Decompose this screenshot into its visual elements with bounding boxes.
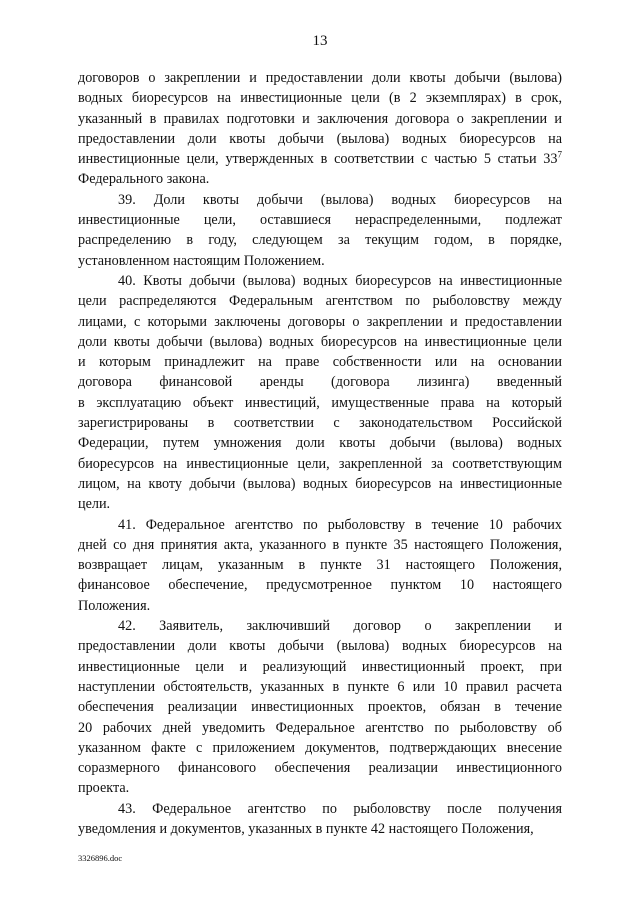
paragraph-line: биоресурсов на инвестиционные цели, закрепленной за соответствующим — [78, 455, 562, 472]
paragraph-line: зарегистрированы в соответствии с законодательством Российской — [78, 415, 562, 432]
paragraph-line: дней со дня принятия акта, указанного в пункте 35 настоящего Положения, — [78, 536, 562, 553]
paragraph-line: Положения. — [78, 597, 151, 614]
paragraph-line: проекта. — [78, 780, 130, 797]
paragraph-line: лицом, на квоту добычи (вылова) водных биоресурсов на инвестиционные — [78, 475, 562, 492]
paragraph-line: цели. — [78, 496, 111, 513]
paragraph — [78, 515, 562, 616]
paragraph-line: в эксплуатацию объект инвестиций, имущественные права на который — [78, 394, 562, 411]
paragraph — [78, 799, 562, 840]
paragraph-line: предоставлении доли квоты добычи (вылова) водных биоресурсов на — [78, 638, 562, 655]
paragraph — [78, 616, 562, 799]
paragraph-line: распределению в году, следующем за текущим годом, в порядке, — [78, 232, 562, 249]
paragraph-line: инвестиционные цели, утвержденных в соответствии с частью 5 статьи $33^7$ — [78, 149, 562, 168]
paragraph-line: доли квоты добычи (вылова) водных биоресурсов на инвестиционные цели — [78, 333, 562, 350]
paragraph — [78, 68, 562, 190]
paragraph-line: указанном факте с приложением документов, подтверждающих внесение — [78, 739, 562, 756]
paragraph — [78, 271, 562, 515]
paragraph-line: 39. Доли квоты добычи (вылова) водных биоресурсов на — [118, 191, 562, 208]
page-number: 13 — [312, 33, 328, 49]
paragraph-line: предоставлении доли квоты добычи (вылова) водных биоресурсов на — [78, 130, 562, 147]
paragraph-line: Федерации, путем умножения доли квоты добычи (вылова) водных — [78, 435, 562, 452]
paragraph-line: Федерального закона. — [78, 171, 210, 188]
paragraph-line: инвестиционные цели и реализующий инвестиционный проект, при — [78, 658, 562, 675]
paragraph-line: финансовое обеспечение, предусмотренное пунктом 10 настоящего — [78, 577, 562, 594]
paragraph-line: 40. Квоты добычи (вылова) водных биоресурсов на инвестиционные — [118, 272, 562, 289]
paragraph-line: договоров о закреплении и предоставлении доли квоты добычи (вылова) — [78, 70, 562, 86]
paragraph-line: обеспечения реализации инвестиционных проектов, обязан в течение — [78, 699, 562, 716]
paragraph-line: водных биоресурсов на инвестиционные цели (в 2 экземплярах) в срок, — [78, 90, 562, 107]
paragraph-line: договора финансовой аренды (договора лизинга) введенный — [78, 374, 562, 391]
paragraph-line: 42. Заявитель, заключивший договор о закреплении и — [118, 618, 562, 635]
paragraph-line: указанный в правилах подготовки и заключения договора о закреплении и — [78, 110, 562, 127]
paragraph-line: установленном настоящим Положением. — [78, 252, 325, 269]
document-file-reference: 3326896.doc — [78, 853, 123, 863]
paragraph-line: соразмерного финансового обеспечения реализации инвестиционного — [78, 760, 562, 777]
paragraph-line: и которым принадлежит на праве собственности или на основании — [78, 354, 562, 371]
paragraph-line: 43. Федеральное агентство по рыболовству после получения — [118, 800, 562, 817]
paragraph-line: уведомления и документов, указанных в пункте 42 настоящего Положения, — [78, 820, 534, 837]
paragraph-line: 41. Федеральное агентство по рыболовству в течение 10 рабочих — [118, 516, 562, 533]
document-body — [78, 68, 562, 839]
paragraph-line: возвращает лицам, указанным в пункте 31 настоящего Положения, — [78, 557, 562, 574]
paragraph-line: наступлении обстоятельств, указанных в пункте 6 или 10 правил расчета — [78, 678, 562, 695]
superscript-mark: 7 — [557, 149, 562, 160]
paragraph-line: инвестиционные цели, оставшиеся нераспределенными, подлежат — [78, 212, 562, 229]
paragraph — [78, 190, 562, 271]
paragraph-line: 20 рабочих дней уведомить Федеральное агентство по рыболовству об — [78, 719, 562, 736]
paragraph-line: цели распределяются Федеральным агентством по рыболовству между — [78, 293, 562, 310]
paragraph-line: лицами, с которыми заключены договоры о закреплении и предоставлении — [78, 313, 562, 330]
